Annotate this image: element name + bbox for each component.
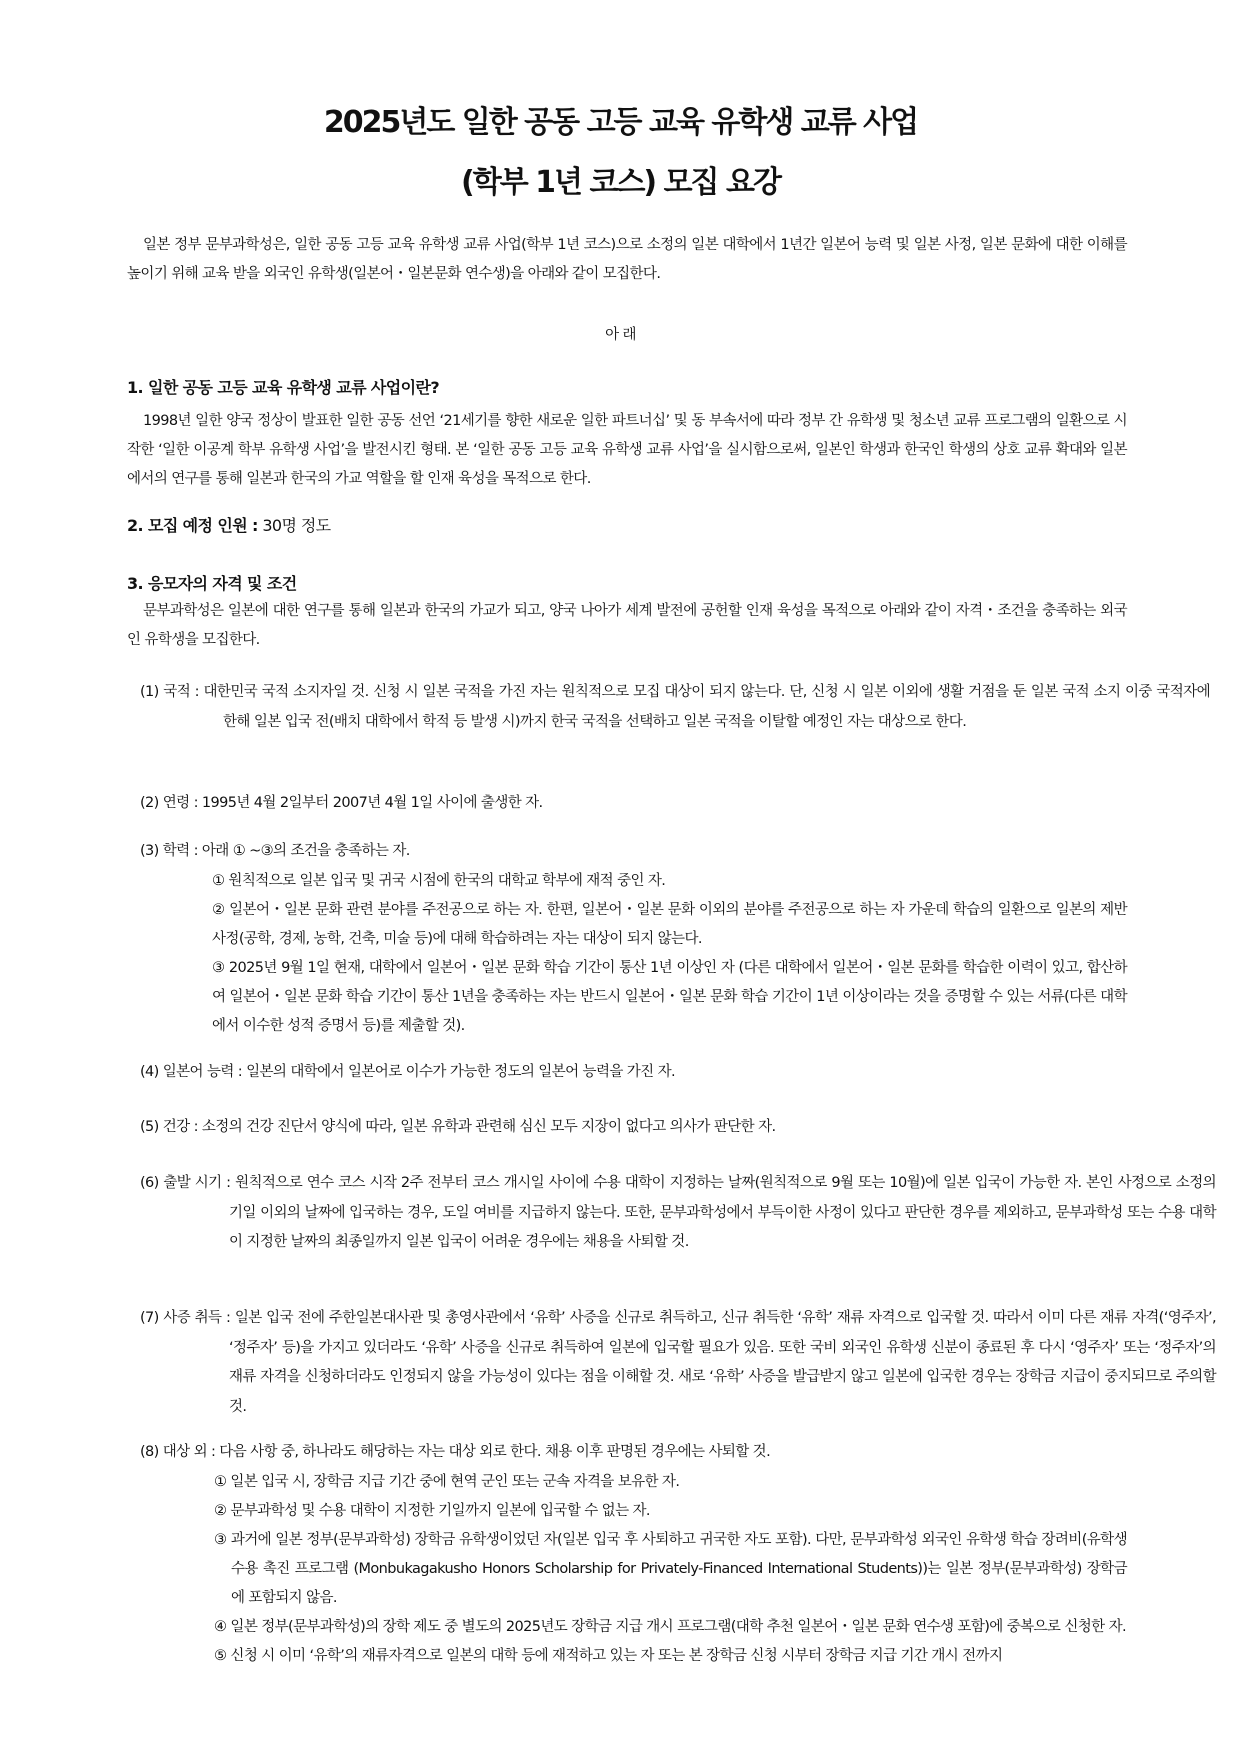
section-3-body: 문부과학성은 일본에 대한 연구를 통해 일본과 한국의 가교가 되고, 양국 나아가 세계 발전에 공헌할 인재 육성을 목적으로 아래와 같이 자격・조건을 충족하는 외국인 유학생을 모집한다.: [127, 603, 1127, 648]
criteria-text: 아래 ① ~③의 조건을 충족하는 자.: [201, 843, 410, 859]
page-title: 2025년도 일한 공동 고등 교육 유학생 교류 사업: [323, 105, 918, 140]
criteria-label: (5) 건강 :: [140, 1119, 198, 1135]
education-sub-1: ① 원칙적으로 일본 입국 및 귀국 시점에 한국의 대학교 학부에 재적 중인 자.: [212, 872, 666, 889]
exclusion-sub-4: ④ 일본 정부(문부과학성)의 장학 제도 중 별도의 2025년도 장학금 지급 개시 프로그램(대학 추천 일본어・일본 문화 연수생 포함)에 중복으로 신청한 자.: [214, 1618, 1126, 1635]
criteria-visa: [140, 1304, 1216, 1422]
criteria-label: (2) 연령 :: [140, 795, 198, 811]
exclusion-sub-5: ⑤ 신청 시 이미 ‘유학’의 재류자격으로 일본의 대학 등에 재적하고 있는 자 또는 본 장학금 신청 시부터 장학금 지급 기간 개시 전까지: [214, 1647, 1003, 1664]
education-sub-2: ② 일본어・일본 문화 관련 분야를 주전공으로 하는 자. 한편, 일본어・일본 문화 이외의 분야를 주전공으로 하는 자 가운데 학습의 일환으로 일본의 제반 사정(공학, 경제, 농학, 건축, 미술 등)에 대해 학습하려는 자는 대상이 되지 않는다.: [212, 901, 1127, 947]
exclusion-sub-3: ③ 과거에 일본 정부(문부과학성) 장학금 유학생이었던 자(일본 입국 후 사퇴하고 귀국한 자도 포함). 다만, 문부과학성 외국인 유학생 학습 장려비(유학생 수용 촉진 프로그램 (Monbukagakusho Honors Scholarship for Privately-Financed International Students))는 일본 정부(문부과학성) 장학금에 포함되지 않음.: [214, 1531, 1127, 1606]
exclusion-sub-2: ② 문부과학성 및 수용 대학이 지정한 기일까지 일본에 입국할 수 없는 자.: [214, 1502, 650, 1519]
section-1-heading: 1. 일한 공동 고등 교육 유학생 교류 사업이란?: [127, 378, 440, 397]
criteria-label: (4) 일본어 능력 :: [140, 1064, 243, 1080]
section-2-heading: [127, 511, 331, 540]
intro-paragraph: 일본 정부 문부과학성은, 일한 공동 고등 교육 유학생 교류 사업(학부 1년 코스)으로 소정의 일본 대학에서 1년간 일본어 능력 및 일본 사정, 일본 문화에 대한 이해를 높이기 위해 교육 받을 외국인 유학생(일본어・일본문화 연수생)을 아래와 같이 모집한다.: [127, 237, 1127, 282]
criteria-text: 대한민국 국적 소지자일 것. 신청 시 일본 국적을 가진 자는 원칙적으로 모집 대상이 되지 않는다. 단, 신청 시 일본 이외에 생활 거점을 둔 일본 국적 소지 이중 국적자에 한해 일본 입국 전(배치 대학에서 학적 등 발생 시)까지 한국 국적을 선택하고 일본 국적을 이탈할 예정인 자는 대상으로 한다.: [203, 684, 1210, 730]
criteria-label: (6) 출발 시기 :: [140, 1175, 231, 1191]
criteria-label: (1) 국적 :: [140, 684, 199, 700]
criteria-health: [140, 1113, 1210, 1143]
criteria-text: 원칙적으로 연수 코스 시작 2주 전부터 코스 개시일 사이에 수용 대학이 지정하는 날짜(원칙적으로 9월 또는 10월)에 일본 입국이 가능한 자. 본인 사정으로 소정의 기일 이외의 날짜에 입국하는 경우, 도일 여비를 지급하지 않는다. 또한, 문부과학성에서 부득이한 사정이 있다고 판단한 경우를 제외하고, 문부과학성 또는 수용 대학이 지정한 날짜의 최종일까지 일본 입국이 어려운 경우에는 채용을 사퇴할 것.: [229, 1175, 1217, 1250]
exclusion-sub-1: ① 일본 입국 시, 장학금 지급 기간 중에 현역 군인 또는 군속 자격을 보유한 자.: [214, 1473, 680, 1490]
section-2-value: 30명 정도: [257, 516, 331, 535]
criteria-text: 소정의 건강 진단서 양식에 따라, 일본 유학과 관련해 심신 모두 지장이 없다고 의사가 판단한 자.: [201, 1119, 776, 1135]
section-2-label: 2. 모집 예정 인원 :: [127, 516, 258, 535]
criteria-exclusions: [140, 1438, 1127, 1671]
criteria-text: 일본의 대학에서 일본어로 이수가 가능한 정도의 일본어 능력을 가진 자.: [246, 1064, 676, 1080]
section-1-body: 1998년 일한 양국 정상이 발표한 일한 공동 선언 ‘21세기를 향한 새로운 일한 파트너십’ 및 동 부속서에 따라 정부 간 유학생 및 청소년 교류 프로그램의 일환으로 시작한 ‘일한 이공계 학부 유학생 사업’을 발전시킨 형태. 본 ‘일한 공동 고등 교육 유학생 교류 사업’을 실시함으로써, 일본인 학생과 한국인 학생의 상호 교류 확대와 일본에서의 연구를 통해 일본과 한국의 가교 역할을 할 인재 육성을 목적으로 한다.: [127, 413, 1127, 487]
criteria-departure: [140, 1169, 1216, 1258]
education-sub-3: ③ 2025년 9월 1일 현재, 대학에서 일본어・일본 문화 학습 기간이 통산 1년 이상인 자 (다른 대학에서 일본어・일본 문화를 학습한 이력이 있고, 합산하여 일본어・일본 문화 학습 기간이 통산 1년을 충족하는 자는 반드시 일본어・일본 문화 학습 기간이 1년 이상이라는 것을 증명할 수 있는 서류(다른 대학에서 이수한 성적 증명서 등)를 제출할 것).: [212, 959, 1127, 1034]
criteria-age: [140, 789, 1210, 819]
criteria-nationality: [140, 678, 1210, 737]
section-3-heading: 3. 응모자의 자격 및 조건: [127, 574, 297, 593]
criteria-text: 일본 입국 전에 주한일본대사관 및 총영사관에서 ‘유학’ 사증을 신규로 취득하고, 신규 취득한 ‘유학’ 재류 자격으로 입국할 것. 따라서 이미 다른 재류 자격(‘영주자’, ‘정주자’ 등)을 가지고 있더라도 ‘유학’ 사증을 신규로 취득하여 일본에 입국할 필요가 있음. 또한 국비 외국인 유학생 신분이 종료된 후 다시 ‘영주자’ 또는 ‘정주자’의 재류 자격을 신청하더라도 인정되지 않을 가능성이 있다는 점을 이해할 것. 새로 ‘유학’ 사증을 발급받지 않고 일본에 입국한 경우는 장학금 지급이 중지되므로 주의할 것.: [229, 1310, 1216, 1415]
criteria-label: (8) 대상 외 :: [140, 1444, 216, 1460]
criteria-japanese-ability: [140, 1058, 1237, 1088]
criteria-text: 다음 사항 중, 하나라도 해당하는 자는 대상 외로 한다. 채용 이후 판명된 경우에는 사퇴할 것.: [219, 1444, 771, 1460]
below-label: 아 래: [605, 327, 636, 343]
page-subtitle: (학부 1년 코스) 모집 요강: [461, 165, 780, 200]
criteria-text: 1995년 4월 2일부터 2007년 4월 1일 사이에 출생한 자.: [201, 795, 543, 811]
criteria-education: [140, 837, 1127, 1041]
criteria-label: (7) 사증 취득 :: [140, 1310, 231, 1326]
criteria-label: (3) 학력 :: [140, 843, 198, 859]
